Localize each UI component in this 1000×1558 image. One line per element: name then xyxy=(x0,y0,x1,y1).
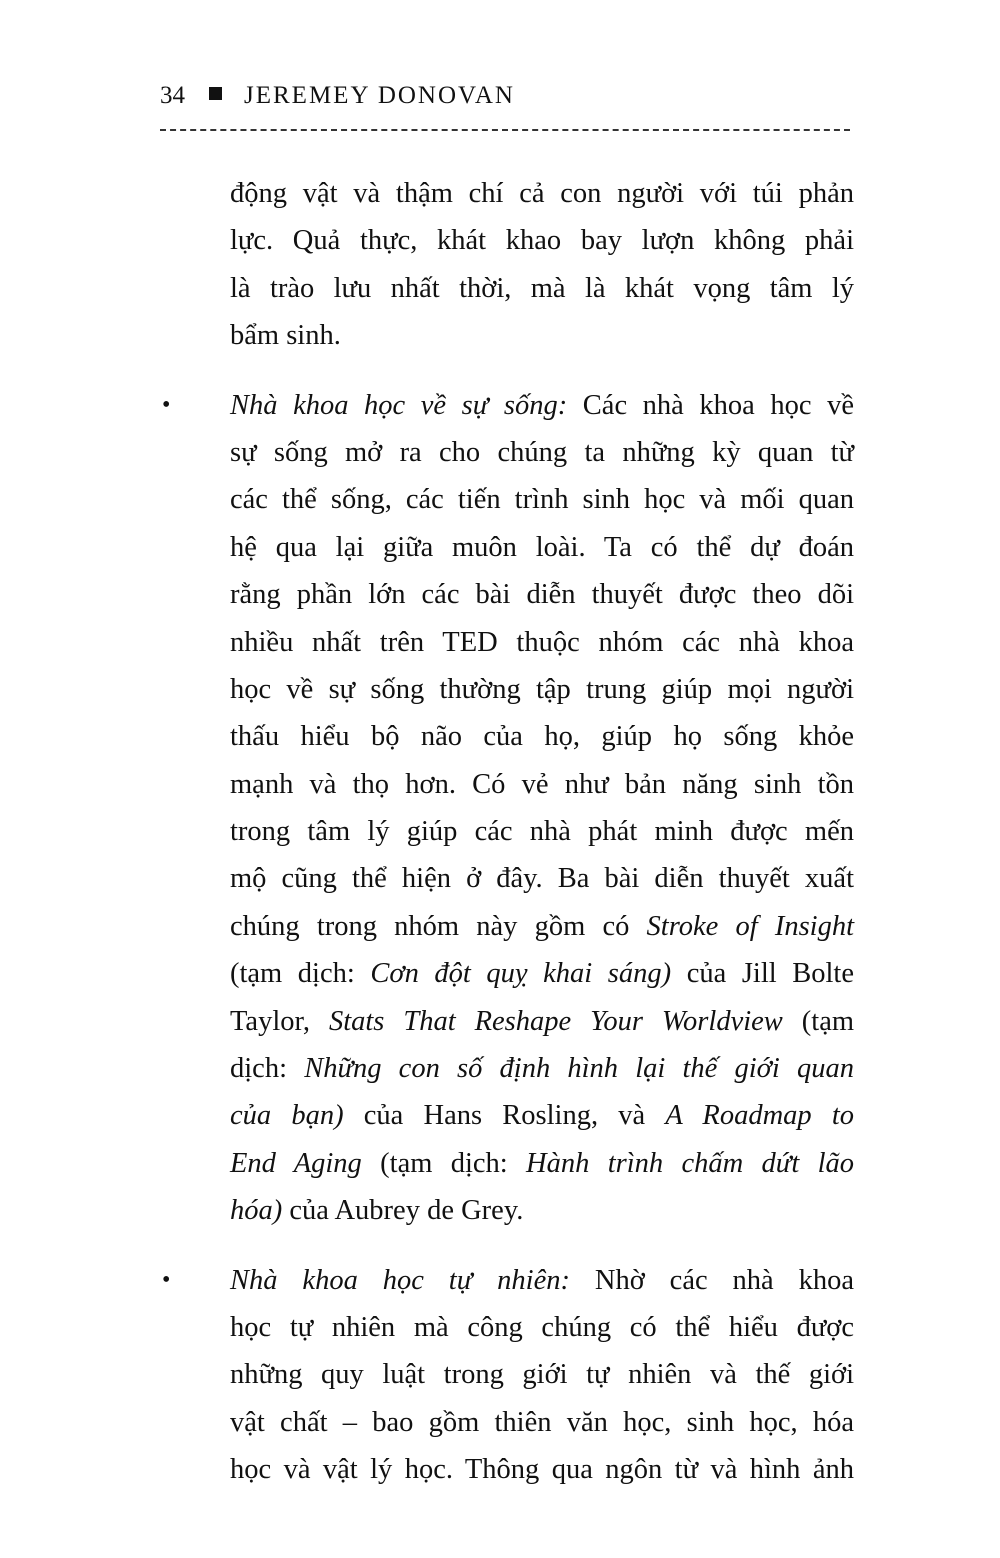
item-heading: Nhà khoa học về sự sống: xyxy=(230,389,568,421)
bullet-item-life-scientists xyxy=(162,382,855,1235)
author-name: JEREMEY DONOVAN xyxy=(244,82,515,109)
text-line: trong tâm lý giúp các nhà phát minh được mến xyxy=(230,816,854,848)
text-line: chúng trong nhóm này gồm có Stroke of Insight xyxy=(230,910,854,942)
text-line: dịch: Những con số định hình lại thế giới quan xyxy=(230,1053,854,1085)
text-line: vật chất – bao gồm thiên văn học, sinh học, hóa xyxy=(230,1406,854,1438)
text-line: thấu hiểu bộ não của họ, giúp họ sống khỏe xyxy=(230,721,854,753)
text-line: sự sống mở ra cho chúng ta những kỳ quan từ xyxy=(230,436,854,468)
text-line: học tự nhiên mà công chúng có thể hiểu được xyxy=(230,1311,854,1343)
body-text xyxy=(162,170,855,1494)
text-line: những quy luật trong giới tự nhiên và thế giới xyxy=(230,1359,854,1391)
text-line: bẩm sinh. xyxy=(230,320,341,352)
text-line: End Aging (tạm dịch: Hành trình chấm dứt lão xyxy=(230,1147,855,1179)
header-dashed-rule xyxy=(160,129,850,131)
text-line: (tạm dịch: Cơn đột quỵ khai sáng) của Jill Bolte xyxy=(230,958,854,990)
text-line: là trào lưu nhất thời, mà là khát vọng tâm lý xyxy=(230,272,854,304)
talk-title: Stats That Reshape Your Worldview xyxy=(328,1005,783,1037)
text-line: mộ cũng thể hiện ở đây. Ba bài diễn thuyết xuất xyxy=(230,863,854,895)
talk-title: A Roadmap to xyxy=(665,1100,855,1132)
bullet-item-natural-scientists xyxy=(162,1257,854,1494)
text-line: học về sự sống thường tập trung giúp mọi người xyxy=(230,673,854,705)
intro-paragraph xyxy=(230,170,854,360)
text-line: Nhà khoa học tự nhiên: Nhờ các nhà khoa xyxy=(230,1264,854,1296)
text-line: mạnh và thọ hơn. Có vẻ như bản năng sinh tồn xyxy=(230,768,854,800)
bullet-icon: • xyxy=(162,1266,171,1293)
text-line: lực. Quả thực, khát khao bay lượn không phải xyxy=(230,225,854,257)
text-line: động vật và thậm chí cả con người với túi phản xyxy=(230,178,854,209)
talk-translation: Những con số định hình lại thế giới quan xyxy=(304,1053,854,1085)
square-bullet-icon xyxy=(209,87,222,100)
text-line: Nhà khoa học về sự sống: Các nhà khoa học về xyxy=(230,389,854,421)
text-line: học và vật lý học. Thông qua ngôn từ và hình ảnh xyxy=(230,1454,854,1486)
text-line: hệ qua lại giữa muôn loài. Ta có thể dự đoán xyxy=(230,531,854,563)
text-line: nhiều nhất trên TED thuộc nhóm các nhà khoa xyxy=(230,626,854,658)
item-heading: Nhà khoa học tự nhiên: xyxy=(230,1264,570,1296)
text-line: các thể sống, các tiến trình sinh học và mối quan xyxy=(230,484,854,516)
talk-translation: của bạn) xyxy=(230,1100,344,1132)
bullet-icon: • xyxy=(162,391,171,418)
talk-translation: Cơn đột quỵ khai sáng) xyxy=(370,958,672,990)
running-header xyxy=(160,82,850,118)
text-line: hóa) của Aubrey de Grey. xyxy=(230,1195,524,1227)
page-number: 34 xyxy=(160,82,185,109)
talk-translation: hóa) xyxy=(230,1195,283,1227)
talk-title: End Aging xyxy=(230,1147,362,1179)
text-line: Taylor, Stats That Reshape Your Worldview (tạm xyxy=(230,1005,855,1037)
talk-translation: Hành trình chấm dứt lão xyxy=(526,1147,855,1179)
text-line: rằng phần lớn các bài diễn thuyết được theo dõi xyxy=(230,579,854,611)
text-line: của bạn) của Hans Rosling, và A Roadmap to xyxy=(230,1100,855,1132)
talk-title: Stroke of Insight xyxy=(646,910,854,942)
